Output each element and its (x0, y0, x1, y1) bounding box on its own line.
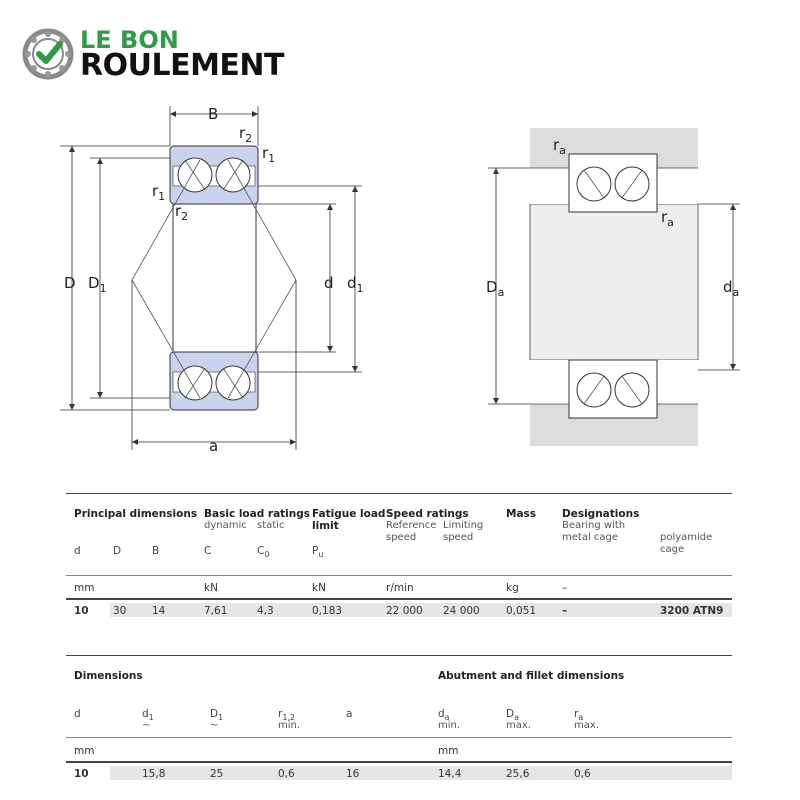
row2-da: 14,4 (438, 768, 462, 780)
logo-line-2: ROULEMENT (80, 48, 284, 83)
symbol2-r12: $r_{1,2}$ (278, 708, 296, 723)
label-ra-top: $r_a$ (553, 136, 566, 157)
label-da: $d_a$ (723, 278, 740, 299)
symbol2-ra: $r_a$ (574, 708, 584, 723)
unit-kg: kg (506, 582, 519, 594)
row-metal-cage: – (562, 605, 568, 617)
header-speed-ratings: Speed ratings (386, 508, 469, 520)
row-B: 14 (152, 605, 166, 617)
label-Da: $D_a$ (486, 278, 505, 299)
symbol2-ra-note: max. (574, 720, 599, 731)
symbol-B: B (152, 545, 160, 557)
label-D: D (64, 274, 76, 292)
row-mass: 0,051 (506, 605, 537, 617)
symbol2-d1: $d_1$ (142, 708, 154, 723)
unit-mm: mm (74, 582, 95, 594)
symbol2-d: d (74, 708, 81, 720)
header-designations: Designations (562, 508, 640, 520)
header-reference-speed-2: speed (386, 532, 417, 543)
header-principal-dimensions: Principal dimensions (74, 508, 198, 520)
unit2-mm-abutment: mm (438, 745, 459, 757)
symbol2-D1-note: ~ (210, 720, 219, 731)
row2-r12: 0,6 (278, 768, 295, 780)
symbol2-r12-note: min. (278, 720, 301, 731)
unit-kN-load: kN (204, 582, 218, 594)
header-abutment-fillet: Abutment and fillet dimensions (438, 670, 625, 682)
unit-dash: – (562, 582, 568, 594)
header-fatigue-1: Fatigue load (312, 508, 386, 520)
label-r1-left: $r_1$ (152, 182, 166, 203)
symbol2-Da-note: max. (506, 720, 531, 731)
symbol2-D1: $D_1$ (210, 708, 224, 723)
label-r2-top: $r_2$ (239, 124, 253, 145)
header-metal-cage-2: metal cage (562, 532, 619, 543)
data-row2-stripe (110, 766, 732, 780)
row2-ra: 0,6 (574, 768, 591, 780)
symbol-C0: $C_0$ (257, 545, 270, 560)
unit2-mm-dimensions: mm (74, 745, 95, 757)
row-polyamide-cage: 3200 ATN9 (660, 605, 724, 617)
symbol2-da: $d_a$ (438, 708, 450, 723)
row2-Da: 25,6 (506, 768, 530, 780)
header-reference-speed-1: Reference (386, 520, 437, 531)
label-d1: $d_1$ (347, 274, 364, 295)
row2-a: 16 (346, 768, 360, 780)
unit-kN-fatigue: kN (312, 582, 326, 594)
header-basic-load-ratings: Basic load ratings (204, 508, 311, 520)
row-limiting-speed: 24 000 (443, 605, 480, 617)
symbol2-d1-note: ~ (142, 720, 151, 731)
row-C0: 4,3 (257, 605, 274, 617)
header-limiting-speed-1: Limiting (443, 520, 484, 531)
label-B: B (208, 105, 219, 123)
label-ra-right: $r_a$ (661, 208, 674, 229)
label-d: d (324, 274, 334, 292)
logo-line-1: LE BON (80, 26, 179, 54)
row-D: 30 (113, 605, 127, 617)
row2-d1: 15,8 (142, 768, 166, 780)
symbol2-a: a (346, 708, 353, 720)
row2-D1: 25 (210, 768, 224, 780)
header-dimensions: Dimensions (74, 670, 143, 682)
row2-d: 10 (74, 768, 89, 780)
header-limiting-speed-2: speed (443, 532, 474, 543)
label-r1-top: $r_1$ (262, 144, 276, 165)
unit-rmin: r/min (386, 582, 414, 594)
row-C: 7,61 (204, 605, 228, 617)
row-Pu: 0,183 (312, 605, 343, 617)
symbol-Pu: $P_u$ (312, 545, 324, 560)
header-polyamide-cage-2: cage (660, 544, 685, 555)
row-reference-speed: 22 000 (386, 605, 423, 617)
header-fatigue-2: limit (312, 520, 339, 532)
header-static: static (257, 520, 285, 531)
header-dynamic: dynamic (204, 520, 247, 531)
header-metal-cage-1: Bearing with (562, 520, 626, 531)
row-d: 10 (74, 605, 89, 617)
symbol2-Da: $D_a$ (506, 708, 519, 723)
symbol-C: C (204, 545, 212, 557)
header-polyamide-cage-1: polyamide (660, 532, 713, 543)
label-D1: $D_1$ (88, 274, 107, 295)
label-a: a (209, 437, 219, 455)
symbol-d: d (74, 545, 81, 557)
symbol2-da-note: min. (438, 720, 461, 731)
symbol-D: D (113, 545, 122, 557)
header-mass: Mass (506, 508, 537, 520)
label-r2-left: $r_2$ (175, 202, 189, 223)
